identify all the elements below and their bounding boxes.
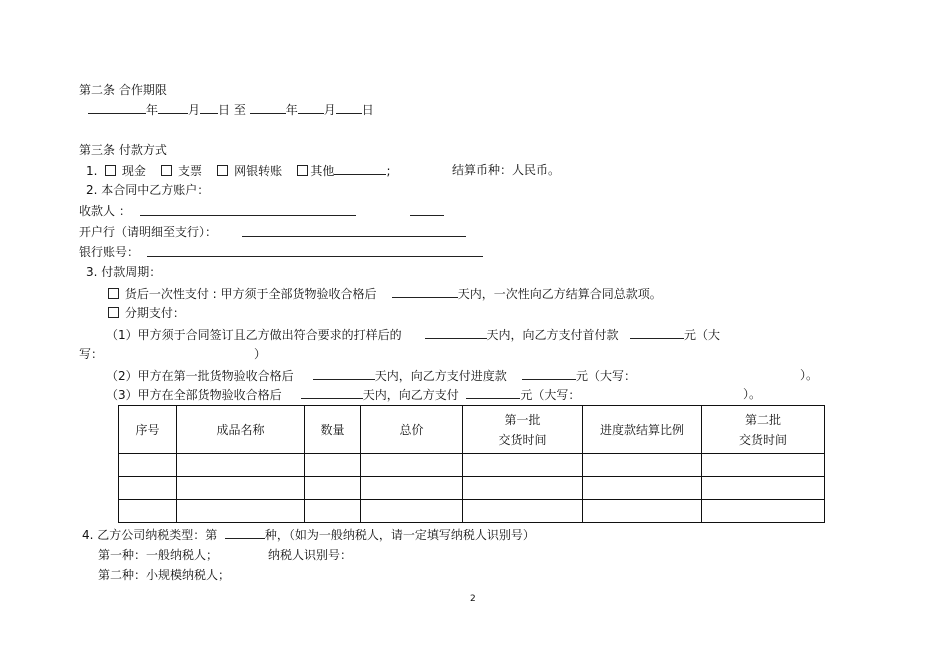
- check-label: 支票: [178, 164, 203, 178]
- lump-sum-text-2: 天内，一次性向乙方结算合同总款项。: [457, 287, 662, 301]
- stage-2-text: （2）甲方在第一批货物验收合格后: [106, 369, 294, 383]
- stage-1-amount-blank[interactable]: [630, 326, 684, 339]
- small-taxpayer-label: 第二种：小规模纳税人；: [98, 568, 231, 582]
- bank-name-blank[interactable]: [242, 224, 466, 237]
- to-label: 至: [233, 103, 246, 117]
- delivery-table: [118, 405, 825, 523]
- header-progress-ratio: 进度款结算比例: [583, 406, 702, 454]
- lump-sum-line: [108, 285, 662, 302]
- header-delivery-time: 交货时间: [498, 432, 547, 447]
- stage-2-text-3: 元（大写：: [576, 369, 637, 383]
- header-second-delivery: [702, 406, 825, 454]
- cash-label: 现金: [121, 164, 146, 178]
- stage-1-text-2: 天内，向乙方支付首付款: [486, 328, 619, 342]
- payee-blank-row: [140, 203, 356, 220]
- table-cell[interactable]: [177, 454, 305, 477]
- table-cell[interactable]: [305, 500, 361, 523]
- end-year-blank[interactable]: [250, 101, 286, 114]
- tax-type-line: [82, 526, 535, 543]
- table-cell[interactable]: [583, 477, 702, 500]
- installment-checkbox[interactable]: [108, 307, 119, 318]
- year-label: 年: [146, 103, 159, 117]
- account-number-label: 银行账号：: [79, 245, 140, 259]
- end-month-blank[interactable]: [298, 101, 324, 114]
- page-number: 2: [470, 594, 476, 604]
- header-first-delivery: [463, 406, 583, 454]
- stage-3-text-3: 元（大写：: [520, 388, 581, 402]
- stage-2-close: ）。: [800, 368, 819, 382]
- table-cell[interactable]: [305, 477, 361, 500]
- stage-1-line: [106, 326, 720, 343]
- month-label: 月: [188, 103, 201, 117]
- table-cell[interactable]: [119, 500, 177, 523]
- semicolon: ;: [386, 164, 391, 178]
- lump-sum-checkbox[interactable]: [108, 288, 119, 299]
- stage-2-text-2: 天内，向乙方支付进度款: [374, 369, 507, 383]
- taxpayer-id-label: 纳税人识别号：: [268, 548, 353, 562]
- stage-2-line: [106, 367, 636, 384]
- payee-extra-row: [410, 203, 444, 220]
- account-number-blank[interactable]: [147, 244, 483, 257]
- table-cell[interactable]: [361, 454, 463, 477]
- check-checkbox[interactable]: [161, 165, 172, 176]
- header-total-price: 总价: [361, 406, 463, 454]
- stage-1-uppercase-label: 写：: [79, 347, 104, 361]
- day-label: 日: [361, 103, 374, 117]
- item-number: 1.: [86, 164, 98, 178]
- table-cell[interactable]: [119, 454, 177, 477]
- lump-sum-days-blank[interactable]: [392, 285, 458, 298]
- table-row: [119, 454, 825, 477]
- stage-2-days-blank[interactable]: [313, 367, 375, 380]
- table-cell[interactable]: [463, 500, 583, 523]
- general-taxpayer-label: 第一种：一般纳税人；: [98, 548, 219, 562]
- table-cell[interactable]: [583, 500, 702, 523]
- other-label: 其他: [310, 164, 335, 178]
- table-cell[interactable]: [583, 454, 702, 477]
- term-dates-line: [88, 101, 374, 118]
- bank-transfer-label: 网银转账: [234, 164, 283, 178]
- header-second-batch: 第二批: [744, 412, 781, 427]
- article-3-title: 第三条 付款方式: [79, 143, 167, 157]
- end-day-blank[interactable]: [336, 101, 362, 114]
- stage-2-amount-blank[interactable]: [522, 367, 576, 380]
- table-cell[interactable]: [177, 500, 305, 523]
- table-header-row: [119, 406, 825, 454]
- table-cell[interactable]: [463, 454, 583, 477]
- table-cell[interactable]: [361, 500, 463, 523]
- day-label: 日: [218, 103, 231, 117]
- stage-1-text: （1）甲方须于合同签订且乙方做出符合要求的打样后的: [106, 328, 402, 342]
- lump-sum-text: 货后一次性支付 : 甲方须于全部货物验收合格后: [124, 287, 377, 301]
- tax-type-text: 4. 乙方公司纳税类型：第: [82, 528, 218, 542]
- table-cell[interactable]: [463, 477, 583, 500]
- table-cell[interactable]: [361, 477, 463, 500]
- other-blank[interactable]: [334, 162, 386, 175]
- table-cell[interactable]: [702, 500, 825, 523]
- start-day-blank[interactable]: [200, 101, 218, 114]
- stage-3-close: ）。: [743, 387, 762, 401]
- payment-cycle-heading: 3. 付款周期：: [86, 265, 162, 279]
- bank-name-label: 开户行（请明细至支行）：: [79, 225, 218, 239]
- article-2-title: 第二条 合作期限: [79, 83, 167, 97]
- tax-type-text-2: 种，（如为一般纳税人，请一定填写纳税人识别号）: [264, 528, 535, 542]
- installment-line: [108, 305, 185, 321]
- year-label: 年: [285, 103, 298, 117]
- bank-name-row: [242, 224, 466, 241]
- header-delivery-time: 交货时间: [738, 432, 787, 447]
- stage-3-days-blank[interactable]: [301, 386, 363, 399]
- installment-label: 分期支付：: [124, 306, 185, 320]
- header-quantity: 数量: [305, 406, 361, 454]
- table-cell[interactable]: [702, 454, 825, 477]
- account-number-row: [147, 244, 483, 261]
- stage-3-amount-blank[interactable]: [466, 386, 520, 399]
- currency-text: 结算币种：人民币。: [452, 163, 561, 177]
- table-row: [119, 477, 825, 500]
- payee-label: 收款人 ：: [79, 204, 131, 218]
- stage-3-text: （3）甲方在全部货物验收合格后: [106, 388, 282, 402]
- header-first-batch: 第一批: [504, 412, 541, 427]
- table-row: [119, 500, 825, 523]
- month-label: 月: [323, 103, 336, 117]
- start-year-blank[interactable]: [88, 101, 146, 114]
- bank-transfer-checkbox[interactable]: [217, 165, 228, 176]
- payment-method-options: [86, 162, 390, 179]
- start-month-blank[interactable]: [158, 101, 188, 114]
- header-serial-number: 序号: [119, 406, 177, 454]
- stage-3-line: [106, 386, 580, 403]
- payee-extra-blank[interactable]: [410, 203, 444, 216]
- tax-type-blank[interactable]: [225, 526, 265, 539]
- other-checkbox[interactable]: [297, 165, 308, 176]
- header-product-name: 成品名称: [177, 406, 305, 454]
- table-cell[interactable]: [119, 477, 177, 500]
- account-heading: 2. 本合同中乙方账户：: [86, 183, 210, 197]
- table-cell[interactable]: [177, 477, 305, 500]
- table-cell[interactable]: [305, 454, 361, 477]
- cash-checkbox[interactable]: [105, 165, 116, 176]
- stage-1-text-3: 元（大: [684, 328, 721, 342]
- payee-blank[interactable]: [140, 203, 356, 216]
- stage-1-days-blank[interactable]: [425, 326, 487, 339]
- stage-3-text-2: 天内，向乙方支付: [362, 388, 459, 402]
- table-cell[interactable]: [702, 477, 825, 500]
- stage-1-close: ）: [254, 347, 267, 361]
